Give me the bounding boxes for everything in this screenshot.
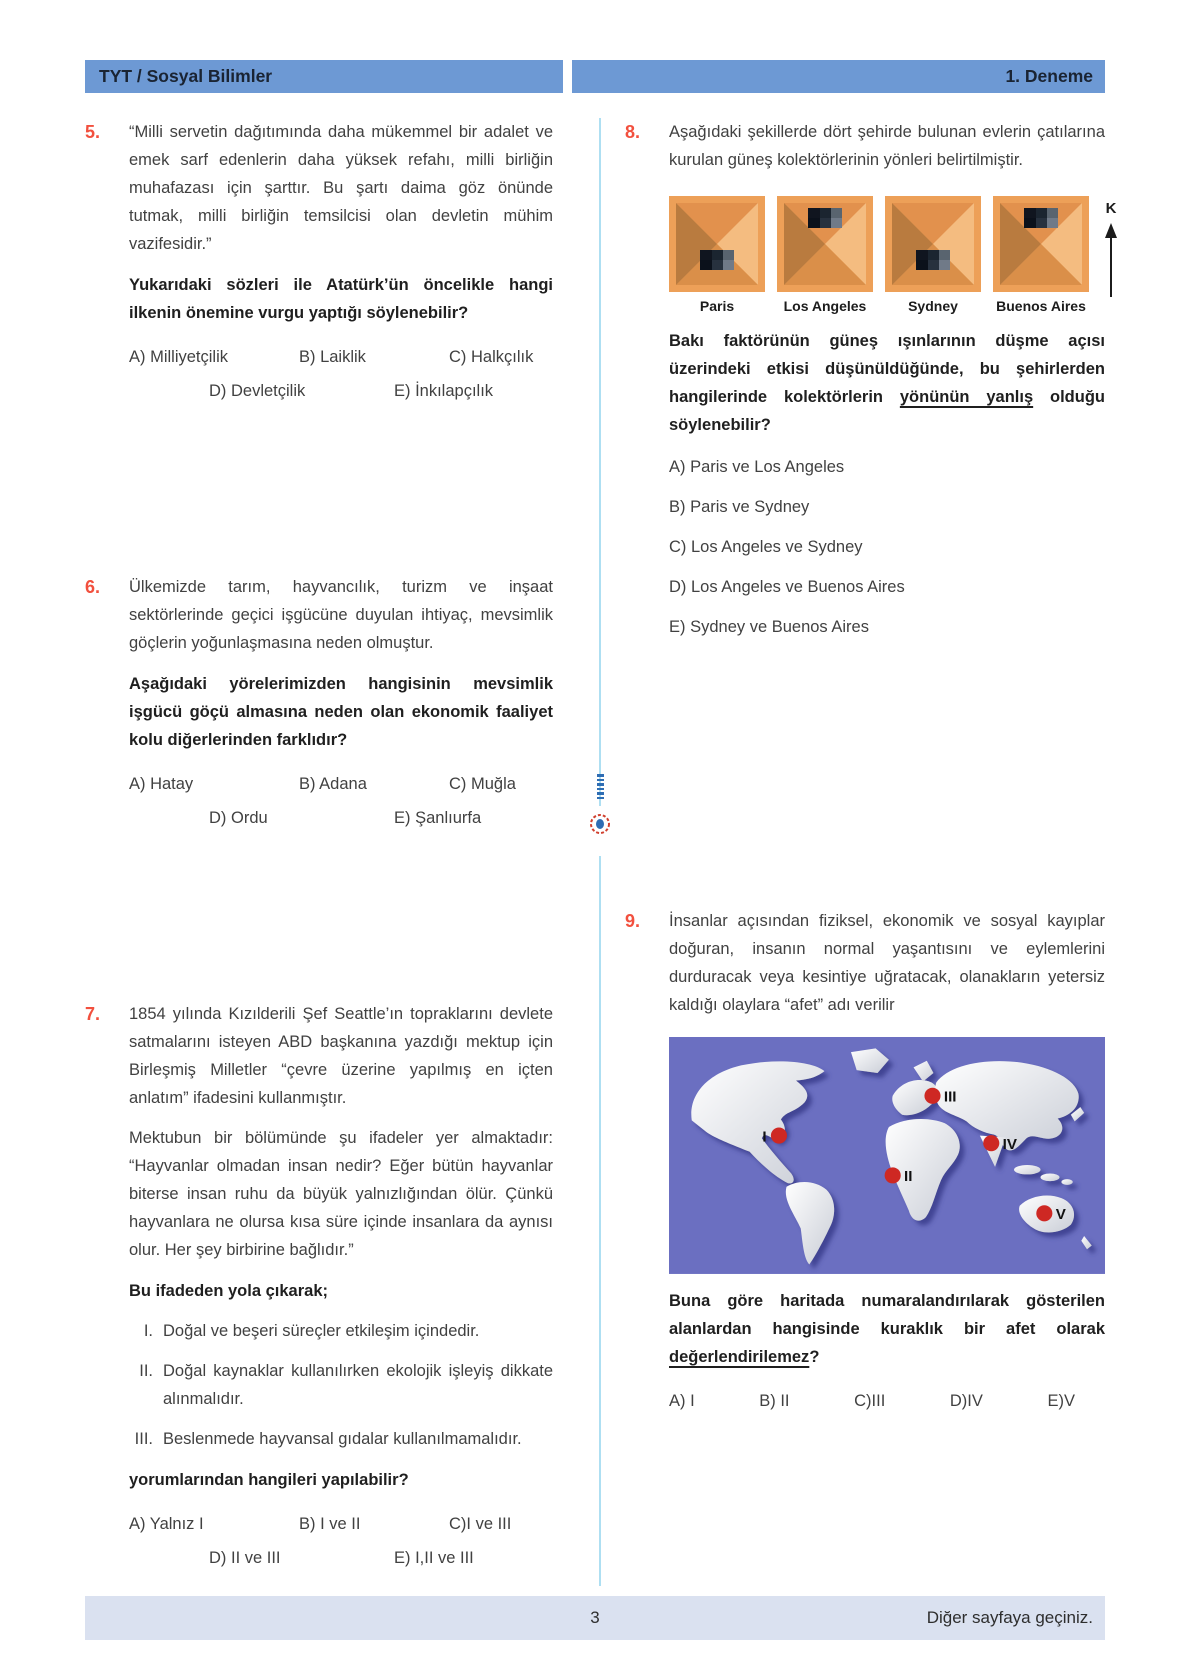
option-c: C) Los Angeles ve Sydney: [669, 538, 863, 556]
roof-diagram-paris: [669, 196, 765, 292]
option-a: A) Milliyetçilik: [129, 348, 228, 366]
question-9: [625, 907, 1105, 1415]
solar-panel-icon: [916, 250, 950, 270]
roof-diagram-buenos-aires: [993, 196, 1089, 292]
question-9-prompt: [669, 1287, 1105, 1371]
question-5-prompt: Yukarıdaki sözleri ile Atatürk’ün öncelikle hangi ilkenin önemine vurgu yaptığı söylenebilir?: [129, 276, 553, 322]
question-6-number: 6.: [85, 577, 101, 597]
map-point-3-label: III: [943, 1088, 957, 1106]
question-7-body: [129, 1000, 553, 1572]
question-9-body: [669, 907, 1105, 1415]
world-map-figure: [669, 1037, 1105, 1274]
statement-item-1: [129, 1317, 553, 1345]
question-8-prompt: [669, 327, 1105, 439]
roof-label-paris: Paris: [699, 298, 735, 314]
solar-panel-icon: [808, 208, 842, 228]
option-e: E) Sydney ve Buenos Aires: [669, 618, 869, 636]
left-column: [85, 118, 553, 1572]
question-7-options-row1: [129, 1510, 553, 1538]
question-5-body: [129, 118, 553, 405]
map-point-3-dot: [924, 1088, 940, 1104]
page-footer: [85, 1596, 1105, 1640]
option-a: A) Paris ve Los Angeles: [669, 458, 845, 476]
roof-cell-sydney: [885, 196, 981, 314]
option-d: D) Devletçilik: [209, 382, 306, 400]
question-7: [85, 1000, 553, 1572]
content-columns: [85, 118, 1117, 1572]
option-a: A) Yalnız I: [129, 1515, 204, 1533]
option-d: D) Ordu: [209, 809, 268, 827]
roof-label-los-angeles: Los Angeles: [783, 298, 867, 314]
question-8: [625, 118, 1117, 641]
header-left-bar: [85, 60, 563, 93]
map-point-2-dot: [885, 1167, 901, 1183]
option-e: E) İnkılapçılık: [394, 382, 494, 400]
roof-cell-buenos-aires: [993, 196, 1089, 314]
map-point-4-dot: [983, 1135, 999, 1151]
question-7-prompt: yorumlarından hangileri yapılabilir?: [129, 1471, 409, 1489]
question-6-options-row2: [129, 804, 553, 832]
exam-section-title: TYT / Sosyal Bilimler: [99, 66, 273, 86]
map-point-5-label: V: [1055, 1205, 1066, 1223]
statement-1-numeral: I.: [143, 1322, 153, 1340]
statement-3-text: Beslenmede hayvansal gıdalar kullanılmamalıdır.: [163, 1430, 522, 1448]
question-8-paragraph: Aşağıdaki şekillerde dört şehirde bulunan evlerin çatılarına kurulan güneş kolektörlerinin yönleri belirtilmiştir.: [669, 123, 1105, 169]
option-a: A) I: [669, 1391, 695, 1410]
option-b: B) I ve II: [299, 1515, 361, 1533]
option-c: C)III: [854, 1391, 886, 1410]
question-5-number: 5.: [85, 122, 101, 142]
roof-diagram-los-angeles: [777, 196, 873, 292]
question-8-options: [669, 453, 1105, 641]
option-c: C) Muğla: [449, 775, 516, 793]
statement-1-text: Doğal ve beşeri süreçler etkileşim içindedir.: [163, 1322, 480, 1340]
prompt-underlined: değerlendirilemez: [669, 1347, 810, 1366]
question-9-options: [669, 1387, 1105, 1415]
roof-cell-paris: [669, 196, 765, 314]
statement-3-numeral: III.: [134, 1430, 153, 1448]
statement-2-numeral: II.: [139, 1362, 153, 1380]
option-e: E) I,II ve III: [394, 1549, 474, 1567]
question-9-paragraph: İnsanlar açısından fiziksel, ekonomik ve sosyal kayıplar doğuran, insanın normal yaşantısını ve eylemlerini durduracak veya kesintiye uğratacak, olanakların yetersiz kaldığı olaylara “afet” adı verilir: [669, 912, 1105, 1014]
statement-item-2: [129, 1357, 553, 1413]
question-8-body: [669, 118, 1117, 641]
question-6: [85, 573, 553, 832]
question-8-number: 8.: [625, 122, 641, 142]
option-c: C) Halkçılık: [449, 348, 534, 366]
north-indicator: [1101, 200, 1121, 299]
prompt-post: olduğu söylenebilir?: [669, 388, 1105, 434]
map-point-1-dot: [771, 1128, 787, 1144]
roof-cell-los-angeles: [777, 196, 873, 314]
north-label: K: [1105, 200, 1117, 217]
solar-panel-icon: [1024, 208, 1058, 228]
statement-2-text: Doğal kaynaklar kullanılırken ekolojik işleyiş dikkate alınmalıdır.: [163, 1362, 553, 1408]
map-point-2-label: II: [904, 1168, 913, 1186]
option-d: D)IV: [949, 1391, 983, 1410]
option-d: D) Los Angeles ve Buenos Aires: [669, 578, 905, 596]
exam-name: 1. Deneme: [1005, 66, 1093, 86]
option-e: E) Şanlıurfa: [394, 809, 482, 827]
prompt-pre: Bakı faktörünün güneş ışınlarının düşme açısı üzerindeki etkisi düşünüldüğünde, bu şehirlerden hangilerinde kolektörlerin: [669, 332, 1105, 406]
map-point-5-dot: [1036, 1205, 1052, 1221]
map-point-4-label: IV: [1002, 1135, 1017, 1153]
roof-diagram-sydney: [885, 196, 981, 292]
page-number: 3: [590, 1608, 600, 1627]
option-c: C)I ve III: [449, 1515, 512, 1533]
option-b: B) II: [759, 1391, 790, 1410]
roof-label-buenos-aires: Buenos Aires: [996, 298, 1086, 314]
option-b: B) Laiklik: [299, 348, 366, 366]
prompt-pre: Buna göre haritada numaralandırılarak gösterilen alanlardan hangisinde kuraklık bir afet olarak: [669, 1291, 1105, 1338]
prompt-underlined: yönünün yanlış: [899, 388, 1034, 406]
roof-label-sydney: Sydney: [908, 298, 958, 314]
right-column: [625, 118, 1117, 1572]
option-e: E)V: [1047, 1391, 1075, 1410]
world-map: [669, 1037, 1105, 1274]
map-point-1-label: I: [762, 1128, 767, 1146]
next-page-note: Diğer sayfaya geçiniz.: [926, 1608, 1093, 1627]
statement-item-3: [129, 1425, 553, 1453]
question-7-paragraph-2: Mektubun bir bölümünde şu ifadeler yer almaktadır: “Hayvanlar olmadan insan nedir? Eğer bütün hayvanlar biterse insan ruhu da büyük yalnızlığından ölür. Çünkü hayvanlara ne olursa kısa süre içinde insanlara da aynısı olur. Her şey birbirine bağlıdır.”: [129, 1129, 553, 1259]
question-5-options-row2: [129, 377, 553, 405]
question-5-paragraph: “Milli servetin dağıtımında daha mükemmel bir adalet ve emek sarf edenlerin daha yüksek refahı, milli birliğin muhafazası için şarttır. Bu şartı daima göz önünde tutmak, milli birliğin temsilcisi olan devletin mühim vazifesidir.”: [129, 123, 553, 253]
solar-panel-icon: [700, 250, 734, 270]
question-9-number: 9.: [625, 911, 641, 931]
question-5-options-row1: [129, 343, 553, 371]
roof-collector-figure: [669, 196, 1117, 314]
page-header: [85, 60, 1105, 93]
question-7-number: 7.: [85, 1004, 101, 1024]
question-6-paragraph: Ülkemizde tarım, hayvancılık, turizm ve inşaat sektörlerinde geçici işgücüne duyulan ihtiyaç, mevsimlik göçlerin yoğunlaşmasına neden olmuştur.: [129, 578, 553, 652]
question-6-options-row1: [129, 770, 553, 798]
question-5: [85, 118, 553, 405]
question-7-paragraph-1: 1854 yılında Kızılderili Şef Seattle’ın topraklarını devlete satmalarını isteyen ABD başkanına yazdığı mektup için Birleşmiş Milletler “çevre üzerine yapılmış en içten anlatım” ifadesini kullanmıştır.: [129, 1005, 553, 1107]
option-d: D) II ve III: [209, 1549, 281, 1567]
option-a: A) Hatay: [129, 775, 194, 793]
question-7-options-row2: [129, 1544, 553, 1572]
header-right-bar: [572, 60, 1105, 93]
prompt-post: ?: [809, 1347, 820, 1366]
question-7-lead-in: Bu ifadeden yola çıkarak;: [129, 1282, 328, 1300]
option-b: B) Adana: [299, 775, 367, 793]
question-6-body: [129, 573, 553, 832]
north-arrow-icon: [1101, 221, 1121, 299]
option-b: B) Paris ve Sydney: [669, 498, 810, 516]
question-6-prompt: Aşağıdaki yörelerimizden hangisinin mevsimlik işgücü göçü almasına neden olan ekonomik faaliyet kolu diğerlerinden farklıdır?: [129, 675, 553, 749]
